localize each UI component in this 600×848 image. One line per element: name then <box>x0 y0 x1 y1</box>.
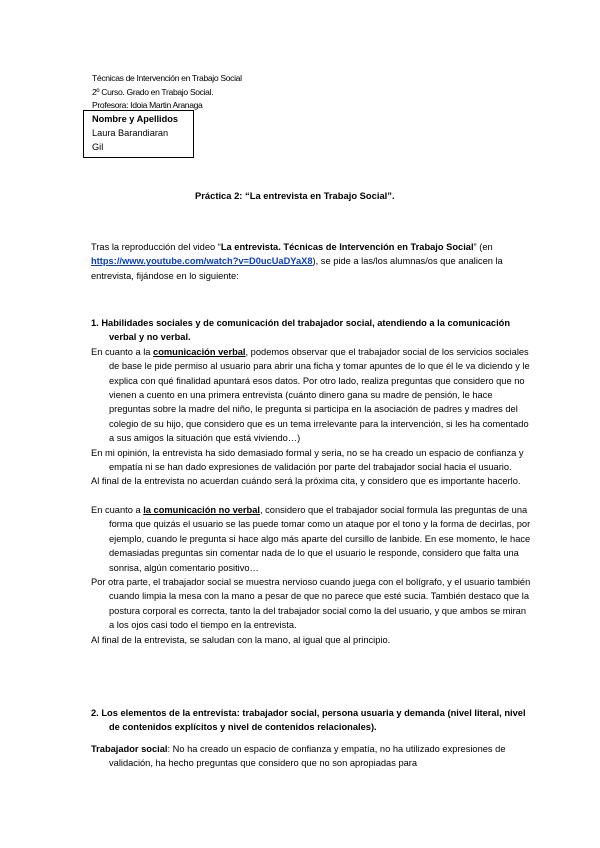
student-name-box <box>83 110 194 158</box>
student-name-line2: Gil <box>92 141 104 152</box>
section-2-paragraph-social-worker <box>91 742 531 771</box>
section-1-paragraph-greeting: Al final de la entrevista, se saludan con la mano, al igual que al principio. <box>91 634 391 645</box>
term-verbal-communication: comunicación verbal <box>153 346 246 357</box>
document-title: Práctica 2: “La entrevista en Trabajo Social”. <box>195 190 395 201</box>
section-1-paragraph-posture: Por otra parte, el trabajador social se muestra nervioso cuando juega con el bolígrafo, y el usuario también cuando limpia la mesa con la mano a pesar de que no parece que esté sucia. También destaco que la postura corporal es correcta, tanto la del trabajador social como la del usuario, y que ambos se miran a los ojos casi todo el tiempo en la entrevista. <box>91 576 531 631</box>
intro-text-mid: ” (en <box>473 242 493 252</box>
section-1-paragraph-nonverbal <box>91 503 531 575</box>
term-nonverbal-communication: la comunicación no verbal <box>143 504 260 515</box>
video-title: La entrevista. Técnicas de Intervención en Trabajo Social <box>220 242 474 252</box>
p1-after: , podemos observar que el trabajador social de los servicios sociales de base le pide permiso al usuario para abrir una ficha y tomar apuntes de lo que él le va diciendo y le explica con qué finalidad apuntará esos datos. Por otro lado, realiza preguntas que considero que no vienen a cuento en una primera entrevista (cuánto dinero gana su madre de pensión, le hace preguntas sobre la madre del niño, le pregunta si participa en la asociación de padres y madres del colegio de su hijo, que considero que es un tema irrelevante para la intervención, si les ha comentado a sus amigos la situación que está viviendo…) <box>109 346 530 444</box>
p4-after: , considero que el trabajador social formula las preguntas de una forma que quizás el usuario se las puede tomar como un ataque por el tono y la forma de decirlas, por ejemplo, cuando le pregunta si hace algo más aparte del cursillo de lanbide. En ese momento, le hace demasiadas preguntas sin comentar nada de lo que el usuario le responde, considero que falta una sonrisa, algún comentario positivo… <box>109 504 531 573</box>
section-1-paragraph-opinion: En mi opinión, la entrevista ha sido demasiado formal y seria, no se ha creado un espacio de confianza y empatía ni se han dado expresiones de validación por parte del trabajador social hacia el usuario. <box>91 447 524 473</box>
course-header <box>92 72 242 113</box>
intro-text-before: Tras la reproducción del video “ <box>91 242 221 252</box>
course-name: Técnicas de Intervención en Trabajo Social <box>92 73 242 83</box>
intro-text-after: ), se pide a las/los alumnas/os que analicen la entrevista, fijándose en lo siguiente: <box>91 256 503 281</box>
p1-before: En cuanto a la <box>91 346 154 357</box>
social-worker-label: Trabajador social <box>91 743 168 754</box>
intro-paragraph <box>91 240 531 283</box>
course-year: 2º Curso. Grado en Trabajo Social. <box>92 86 214 97</box>
student-name-line1: Laura Barandiaran <box>92 127 169 138</box>
social-worker-text: : No ha creado un espacio de confianza y empatía, no ha utilizado expresiones de validación, ha hecho preguntas que considero que no son apropiadas para <box>109 743 506 769</box>
section-2 <box>91 706 531 771</box>
section-1-question: 1. Habilidades sociales y de comunicación del trabajador social, atendiendo a la comunicación verbal y no verbal. <box>91 318 511 343</box>
section-1-paragraph-next-appointment: Al final de la entrevista no acuerdan cuándo será la próxima cita, y considero que es importante hacerlo. <box>91 476 521 487</box>
section-2-question: 2. Los elementos de la entrevista: trabajador social, persona usuaria y demanda (nivel literal, nivel de contenidos explícitos y nivel de contenidos relacionales). <box>91 708 526 733</box>
p4-before: En cuanto a <box>91 504 144 515</box>
name-label: Nombre y Apellidos <box>92 114 178 124</box>
spacer <box>91 489 531 503</box>
section-1 <box>91 316 531 647</box>
professor: Profesora: Idoia Martin Aranaga <box>92 100 203 110</box>
section-1-paragraph-verbal <box>91 345 531 446</box>
video-link[interactable]: https://www.youtube.com/watch?v=D0ucUaDYaX8 <box>91 256 313 267</box>
